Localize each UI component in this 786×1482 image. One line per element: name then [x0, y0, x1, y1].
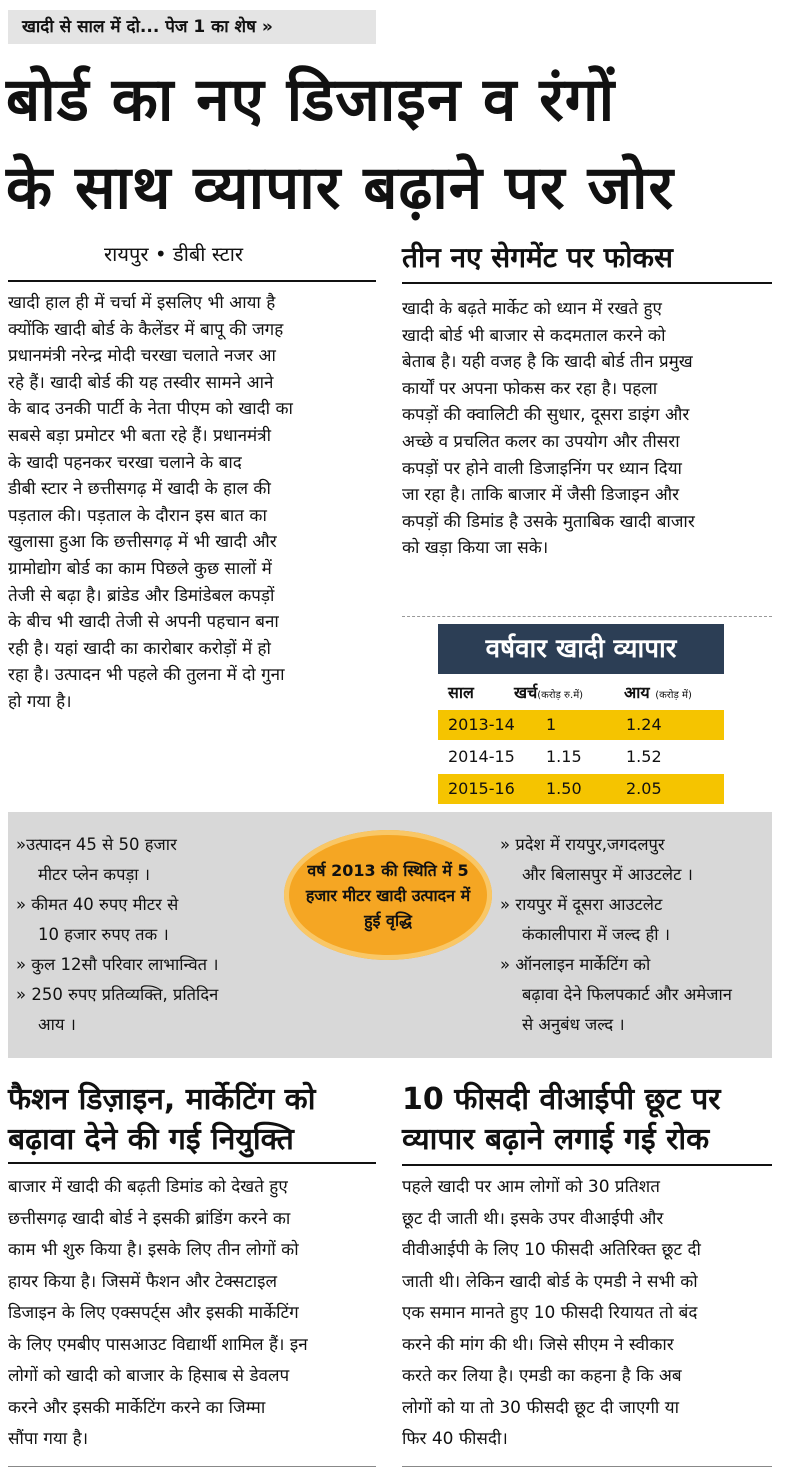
- text-line: खुलासा हुआ कि छत्तीसगढ़ में भी खादी और: [8, 532, 277, 553]
- text-line: हायर किया है। जिसमें फैशन और टेक्सटाइल: [8, 1271, 278, 1292]
- text-line: कपड़ों पर होने वाली डिजाइनिंग पर ध्यान दिया: [402, 458, 682, 479]
- text-line: खादी के बढ़ते मार्केट को ध्यान में रखते हुए: [402, 299, 662, 319]
- table-cell-year: 2014-15: [448, 747, 515, 766]
- headline-line-1: बोर्ड का नए डिजाइन व रंगों: [6, 65, 616, 135]
- table-col-expense: खर्च(करोड़ रु.में): [514, 683, 584, 702]
- divider-right-mid: [402, 616, 772, 618]
- text-line: आय ।: [38, 1015, 76, 1034]
- text-line: रहे हैं। खादी बोर्ड की यह तस्वीर सामने आने: [8, 372, 274, 393]
- text-line: क्योंकि खादी बोर्ड के कैलेंडर में बापू की जगह: [8, 319, 284, 340]
- table-cell-year: 2013-14: [448, 715, 515, 734]
- right-bullets: [500, 830, 766, 1040]
- text-line: रहा है। उत्पादन भी पहले की तुलना में दो गुना: [8, 665, 285, 686]
- text-line: खादी हाल ही में चर्चा में इसलिए भी आया है: [8, 293, 276, 313]
- text-line: अच्छे व प्रचलित कलर का उपयोग और तीसरा: [402, 431, 680, 452]
- table-col-income: आय (करोड़ में): [624, 683, 692, 702]
- text-line: » ऑनलाइन मार्केटिंग को: [500, 955, 651, 974]
- table-cell-expense: 1: [546, 715, 557, 734]
- text-line: रही है। यहां खादी का कारोबार करोड़ों में हो: [8, 638, 271, 659]
- text-line: के लिए एमबीए पासआउट विद्यार्थी शामिल हैं। इन: [8, 1334, 308, 1355]
- table-row: [438, 710, 724, 740]
- text-line: करते कर लिया है। एमडी का कहना है कि अब: [402, 1366, 682, 1386]
- text-line: लोगों को या तो 30 फीसदी छूट दी जाएगी या: [402, 1397, 679, 1418]
- text-line: कपड़ों की डिमांड है उसके मुताबिक खादी बाजार: [402, 511, 695, 532]
- text-line: छूट दी जाती थी। इसके उपर वीआईपी और: [402, 1208, 664, 1229]
- text-line: को खड़ा किया जा सके।: [402, 538, 549, 559]
- bottom-right-heading-line-1: 10 फीसदी वीआईपी छूट पर: [402, 1082, 721, 1117]
- text-line: काम भी शुरु किया है। इसके लिए तीन लोगों को: [8, 1240, 299, 1260]
- divider-footer-left: [8, 1466, 376, 1467]
- text-line: खादी बोर्ड भी बाजार से कदमताल करने को: [402, 325, 666, 346]
- text-line: जाती थी। लेकिन खादी बोर्ड के एमडी ने सभी को: [402, 1271, 698, 1292]
- text-line: से अनुबंध जल्द ।: [522, 1015, 625, 1034]
- text-line: तेजी से बढ़ा है। ब्रांडेड और डिमांडेबल कपड़ों: [8, 585, 275, 606]
- divider-right-top: [402, 282, 772, 284]
- right-story-body: [402, 296, 772, 562]
- table-cell-income: 1.24: [626, 715, 662, 734]
- bottom-right-body: [402, 1172, 772, 1456]
- text-line: फिर 40 फीसदी।: [402, 1429, 508, 1449]
- text-line: डीबी स्टार ने छत्तीसगढ़ में खादी के हाल की: [8, 479, 271, 500]
- text-line: के बीच भी खादी तेजी से अपनी पहचान बना: [8, 612, 279, 633]
- table-cell-income: 2.05: [626, 779, 662, 798]
- table-cell-income: 1.52: [626, 747, 662, 766]
- table-cell-expense: 1.50: [546, 779, 582, 798]
- text-line: ग्रामोद्योग बोर्ड का काम पिछले कुछ सालों में: [8, 558, 272, 579]
- text-line: वीवीआईपी के लिए 10 फीसदी अतिरिक्त छूट दी: [402, 1240, 701, 1260]
- text-line: जा रहा है। ताकि बाजार में जैसी डिजाइन और: [402, 485, 680, 506]
- yearwise-table: [438, 674, 724, 812]
- text-line: » कुल 12सौ परिवार लाभान्वित ।: [16, 955, 219, 974]
- text-line: बाजार में खादी की बढ़ती डिमांड को देखते हुए: [8, 1177, 288, 1197]
- text-line: एक समान मानते हुए 10 फीसदी रियायत तो बंद: [402, 1303, 698, 1323]
- kicker-strip: खादी से साल में दो... पेज 1 का शेष »: [8, 10, 376, 44]
- text-line: कपड़ों की क्वालिटी की सुधार, दूसरा डाइंग और: [402, 405, 690, 426]
- text-line: और बिलासपुर में आउटलेट ।: [522, 865, 693, 884]
- bottom-right-heading-line-2: व्यापार बढ़ाने लगाई गई रोक: [402, 1122, 710, 1157]
- table-cell-expense: 1.15: [546, 747, 582, 766]
- divider-bottom-left: [8, 1162, 376, 1164]
- bottom-left-heading-line-2: बढ़ावा देने की गई नियुक्ति: [8, 1122, 294, 1157]
- text-line: कार्यों पर अपना फोकस कर रहा है। पहला: [402, 378, 658, 399]
- headline-line-2: के साथ व्यापार बढ़ाने पर जोर: [6, 153, 675, 223]
- text-line: बेताब है। यही वजह है कि खादी बोर्ड तीन प्रमुख: [402, 352, 693, 373]
- text-line: » रायपुर में दूसरा आउटलेट: [500, 895, 663, 914]
- table-header-row: [438, 678, 724, 708]
- bottom-left-body: [8, 1172, 376, 1456]
- circle-text: वर्ष 2013 की स्थिति में 5 हजार मीटर खादी उत्पादन में हुई वृद्धि: [305, 860, 471, 930]
- text-line: हो गया है।: [8, 691, 72, 712]
- bottom-left-heading: [8, 1080, 315, 1160]
- table-row: [438, 742, 724, 772]
- text-line: बढ़ावा देने फिलपकार्ट और अमेजान: [522, 985, 732, 1004]
- text-line: करने की मांग की थी। जिसे सीएम ने स्वीकार: [402, 1334, 674, 1355]
- text-line: लोगों को खादी को बाजार के हिसाब से डेवलप: [8, 1366, 290, 1386]
- right-story-heading: तीन नए सेगमेंट पर फोकस: [402, 241, 673, 274]
- text-line: कंकालीपारा में जल्द ही ।: [522, 925, 670, 944]
- text-line: के खादी पहनकर चरखा चलाने के बाद: [8, 452, 242, 473]
- bottom-left-heading-line-1: फैशन डिज़ाइन, मार्केटिंग को: [8, 1082, 316, 1117]
- table-row: [438, 774, 724, 804]
- divider-left-top: [8, 280, 376, 282]
- table-col-year: साल: [448, 683, 474, 702]
- text-line: » 250 रुपए प्रतिव्यक्ति, प्रतिदिन: [16, 985, 219, 1004]
- left-story-body: [8, 290, 376, 716]
- left-bullets: [16, 830, 286, 1040]
- text-line: प्रधानमंत्री नरेन्द्र मोदी चरखा चलाते नजर आ: [8, 346, 276, 367]
- text-line: सौंपा गया है।: [8, 1429, 89, 1449]
- text-line: पड़ताल की। पड़ताल के दौरान इस बात का: [8, 505, 267, 526]
- highlight-circle: [284, 830, 492, 960]
- table-cell-year: 2015-16: [448, 779, 515, 798]
- text-line: मीटर प्लेन कपड़ा ।: [38, 865, 151, 884]
- table-title: वर्षवार खादी व्यापार: [438, 624, 724, 674]
- text-line: करने और इसकी मार्केटिंग करने का जिम्मा: [8, 1397, 266, 1418]
- main-headline: [6, 56, 781, 232]
- bottom-right-heading: [402, 1080, 721, 1160]
- byline: रायपुर • डीबी स्टार: [104, 242, 244, 266]
- text-line: छत्तीसगढ़ खादी बोर्ड ने इसकी ब्रांडिंग करने का: [8, 1208, 291, 1229]
- divider-bottom-right: [402, 1164, 772, 1166]
- divider-footer-right: [402, 1466, 772, 1467]
- text-line: सबसे बड़ा प्रमोटर भी बता रहे हैं। प्रधानमंत्री: [8, 425, 272, 446]
- text-line: » प्रदेश में रायपुर,जगदलपुर: [500, 835, 665, 854]
- text-line: डिजाइन के लिए एक्सपर्ट्स और इसकी मार्केटिंग: [8, 1303, 299, 1323]
- text-line: » कीमत 40 रुपए मीटर से: [16, 895, 179, 914]
- text-line: के बाद उनकी पार्टी के नेता पीएम को खादी का: [8, 399, 293, 420]
- text-line: पहले खादी पर आम लोगों को 30 प्रतिशत: [402, 1177, 660, 1197]
- text-line: 10 हजार रुपए तक ।: [38, 925, 169, 944]
- text-line: »उत्पादन 45 से 50 हजार: [16, 835, 177, 854]
